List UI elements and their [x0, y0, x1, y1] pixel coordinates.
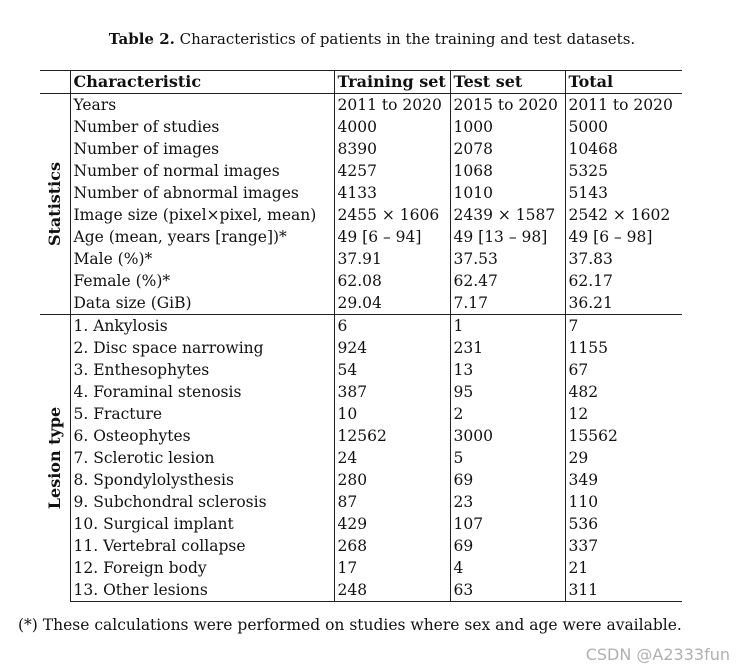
- cell-characteristic: Data size (GiB): [70, 292, 334, 315]
- table-row: [40, 425, 682, 447]
- cell-characteristic: 11. Vertebral collapse: [70, 535, 334, 557]
- table-row: [40, 491, 682, 513]
- cell-characteristic: Image size (pixel×pixel, mean): [70, 204, 334, 226]
- table-row: [40, 182, 682, 204]
- header-total: Total: [565, 71, 682, 94]
- cell-training-set: 24: [334, 447, 450, 469]
- cell-total: 5000: [565, 116, 682, 138]
- cell-test-set: 2439 × 1587: [450, 204, 565, 226]
- table-row: [40, 469, 682, 491]
- cell-characteristic: 13. Other lesions: [70, 579, 334, 602]
- cell-test-set: 1000: [450, 116, 565, 138]
- cell-characteristic: Age (mean, years [range])*: [70, 226, 334, 248]
- cell-training-set: 429: [334, 513, 450, 535]
- cell-training-set: 2011 to 2020: [334, 94, 450, 117]
- cell-test-set: 95: [450, 381, 565, 403]
- cell-total: 15562: [565, 425, 682, 447]
- cell-total: 36.21: [565, 292, 682, 315]
- table-row: [40, 535, 682, 557]
- cell-characteristic: Male (%)*: [70, 248, 334, 270]
- cell-characteristic: Number of studies: [70, 116, 334, 138]
- cell-test-set: 62.47: [450, 270, 565, 292]
- header-characteristic: Characteristic: [70, 71, 334, 94]
- cell-total: 7: [565, 315, 682, 338]
- cell-characteristic: 5. Fracture: [70, 403, 334, 425]
- row-group-label: Lesion type: [44, 407, 64, 510]
- cell-training-set: 8390: [334, 138, 450, 160]
- table-row: [40, 359, 682, 381]
- cell-training-set: 924: [334, 337, 450, 359]
- cell-total: 5143: [565, 182, 682, 204]
- cell-total: 2011 to 2020: [565, 94, 682, 117]
- cell-training-set: 4000: [334, 116, 450, 138]
- table-header-row: [40, 71, 682, 94]
- cell-total: 349: [565, 469, 682, 491]
- cell-characteristic: 4. Foraminal stenosis: [70, 381, 334, 403]
- table-row: [40, 337, 682, 359]
- cell-test-set: 3000: [450, 425, 565, 447]
- cell-training-set: 280: [334, 469, 450, 491]
- cell-training-set: 4133: [334, 182, 450, 204]
- cell-total: 5325: [565, 160, 682, 182]
- table-row: [40, 557, 682, 579]
- characteristics-table: [40, 70, 682, 602]
- table-row: [40, 160, 682, 182]
- table-row: [40, 447, 682, 469]
- cell-characteristic: 1. Ankylosis: [70, 315, 334, 338]
- table-row: [40, 403, 682, 425]
- cell-characteristic: 9. Subchondral sclerosis: [70, 491, 334, 513]
- header-group-cell: [40, 71, 70, 94]
- table-footnote: (*) These calculations were performed on studies where sex and age were available.: [18, 616, 682, 634]
- table-row: [40, 138, 682, 160]
- cell-test-set: 107: [450, 513, 565, 535]
- cell-test-set: 1068: [450, 160, 565, 182]
- watermark: CSDN @A2333fun: [585, 645, 730, 664]
- cell-test-set: 23: [450, 491, 565, 513]
- cell-test-set: 49 [13 – 98]: [450, 226, 565, 248]
- table-row: [40, 381, 682, 403]
- table-caption: [0, 30, 744, 48]
- table-caption-label: Table 2.: [108, 30, 175, 48]
- cell-characteristic: Number of abnormal images: [70, 182, 334, 204]
- cell-test-set: 1010: [450, 182, 565, 204]
- cell-total: 29: [565, 447, 682, 469]
- cell-test-set: 37.53: [450, 248, 565, 270]
- cell-test-set: 63: [450, 579, 565, 602]
- cell-test-set: 2015 to 2020: [450, 94, 565, 117]
- cell-total: 62.17: [565, 270, 682, 292]
- table-body: [40, 94, 682, 602]
- cell-total: 21: [565, 557, 682, 579]
- table-row: [40, 94, 682, 117]
- cell-characteristic: Years: [70, 94, 334, 117]
- cell-test-set: 4: [450, 557, 565, 579]
- cell-characteristic: 6. Osteophytes: [70, 425, 334, 447]
- cell-test-set: 2: [450, 403, 565, 425]
- cell-total: 110: [565, 491, 682, 513]
- table-row: [40, 513, 682, 535]
- row-group-cell: [40, 315, 70, 602]
- cell-characteristic: Female (%)*: [70, 270, 334, 292]
- cell-total: 2542 × 1602: [565, 204, 682, 226]
- cell-training-set: 87: [334, 491, 450, 513]
- cell-characteristic: 8. Spondylolysthesis: [70, 469, 334, 491]
- table-row: [40, 248, 682, 270]
- cell-training-set: 62.08: [334, 270, 450, 292]
- characteristics-table-container: [40, 70, 682, 602]
- cell-total: 311: [565, 579, 682, 602]
- cell-training-set: 248: [334, 579, 450, 602]
- table-row: [40, 204, 682, 226]
- cell-total: 1155: [565, 337, 682, 359]
- cell-test-set: 231: [450, 337, 565, 359]
- cell-total: 337: [565, 535, 682, 557]
- cell-characteristic: Number of images: [70, 138, 334, 160]
- header-training-set: Training set: [334, 71, 450, 94]
- table-row: [40, 270, 682, 292]
- cell-characteristic: 7. Sclerotic lesion: [70, 447, 334, 469]
- cell-test-set: 5: [450, 447, 565, 469]
- cell-total: 12: [565, 403, 682, 425]
- cell-characteristic: Number of normal images: [70, 160, 334, 182]
- cell-training-set: 54: [334, 359, 450, 381]
- cell-training-set: 387: [334, 381, 450, 403]
- cell-characteristic: 2. Disc space narrowing: [70, 337, 334, 359]
- cell-test-set: 13: [450, 359, 565, 381]
- cell-training-set: 4257: [334, 160, 450, 182]
- table-row: [40, 579, 682, 602]
- cell-training-set: 12562: [334, 425, 450, 447]
- cell-training-set: 10: [334, 403, 450, 425]
- cell-total: 49 [6 – 98]: [565, 226, 682, 248]
- table-row: [40, 315, 682, 338]
- table-caption-text: Characteristics of patients in the training and test datasets.: [174, 30, 636, 48]
- table-row: [40, 226, 682, 248]
- cell-characteristic: 3. Enthesophytes: [70, 359, 334, 381]
- cell-test-set: 1: [450, 315, 565, 338]
- row-group-cell: [40, 94, 70, 315]
- table-row: [40, 292, 682, 315]
- cell-test-set: 7.17: [450, 292, 565, 315]
- cell-training-set: 37.91: [334, 248, 450, 270]
- cell-total: 482: [565, 381, 682, 403]
- cell-training-set: 29.04: [334, 292, 450, 315]
- cell-characteristic: 10. Surgical implant: [70, 513, 334, 535]
- cell-training-set: 49 [6 – 94]: [334, 226, 450, 248]
- cell-total: 37.83: [565, 248, 682, 270]
- cell-total: 67: [565, 359, 682, 381]
- cell-test-set: 69: [450, 535, 565, 557]
- cell-total: 10468: [565, 138, 682, 160]
- cell-test-set: 69: [450, 469, 565, 491]
- cell-training-set: 6: [334, 315, 450, 338]
- table-row: [40, 116, 682, 138]
- cell-training-set: 268: [334, 535, 450, 557]
- cell-training-set: 2455 × 1606: [334, 204, 450, 226]
- cell-test-set: 2078: [450, 138, 565, 160]
- cell-training-set: 17: [334, 557, 450, 579]
- header-test-set: Test set: [450, 71, 565, 94]
- row-group-label: Statistics: [44, 161, 64, 247]
- cell-total: 536: [565, 513, 682, 535]
- cell-characteristic: 12. Foreign body: [70, 557, 334, 579]
